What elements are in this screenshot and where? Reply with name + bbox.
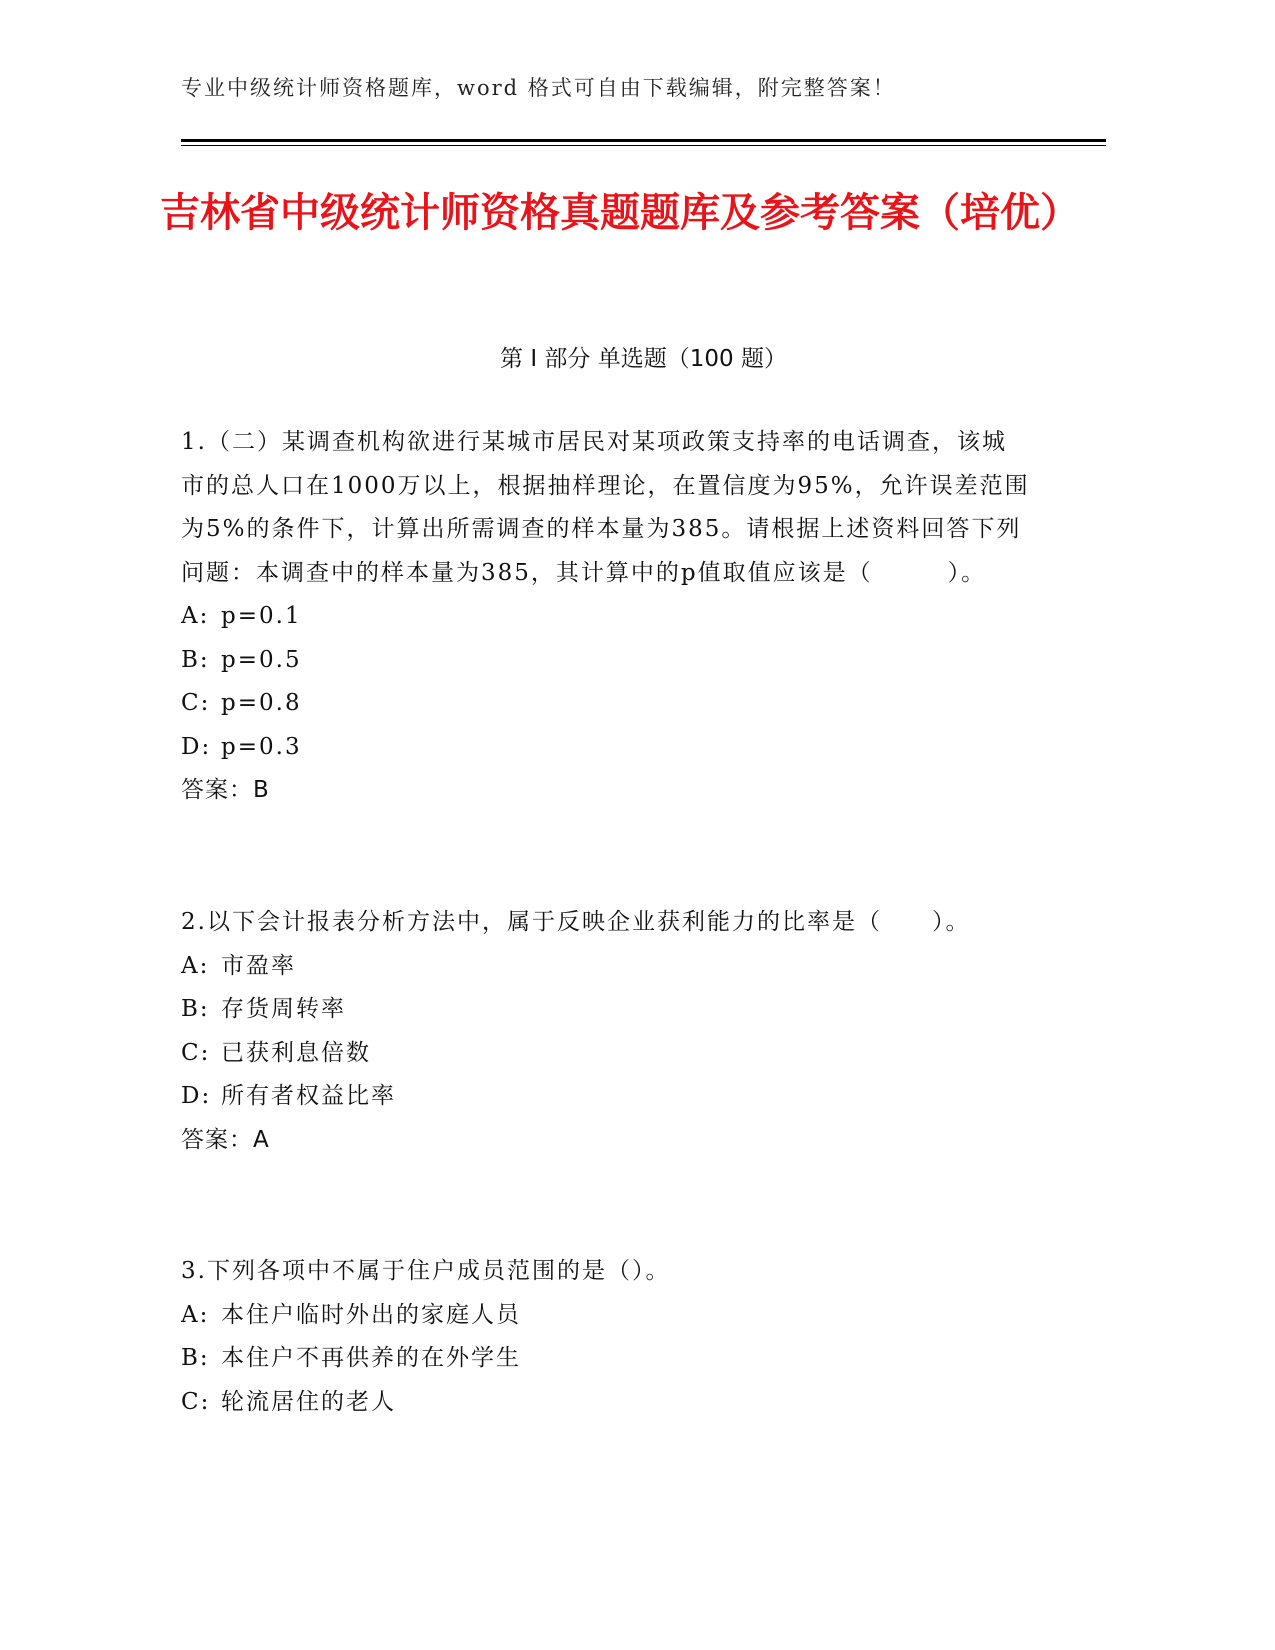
question-2	[181, 901, 1031, 1162]
option-c	[181, 1032, 1031, 1076]
option-text: 市盈率	[221, 952, 296, 979]
option-letter: C:	[181, 690, 211, 716]
header-note: 专业中级统计师资格题库，word 格式可自由下载编辑，附完整答案！	[181, 76, 896, 100]
question-text: 1.（二）某调查机构欲进行某城市居民对某项政策支持率的电话调查，该城市的总人口在1000万以上，根据抽样理论，在置信度为95%，允许误差范围为5%的条件下，计算出所需调查的样本量为385。请根据上述资料回答下列问题：本调查中的样本量为385，其计算中的p值取值应该是（ ）。	[181, 429, 1030, 586]
option-letter: B:	[181, 1345, 210, 1371]
option-letter: A:	[181, 603, 210, 629]
option-letter: C:	[181, 1388, 211, 1415]
option-letter: D:	[181, 1083, 212, 1109]
header-rule-thin	[181, 145, 1106, 146]
option-c	[181, 682, 1031, 726]
option-letter: A:	[181, 1301, 210, 1328]
question-3	[181, 1250, 1031, 1424]
option-letter: C:	[181, 1039, 211, 1066]
option-b	[181, 639, 1031, 683]
answer: 答案：A	[181, 1126, 270, 1153]
document-title: 吉林省中级统计师资格真题题库及参考答案（培优）	[160, 190, 1080, 236]
option-a	[181, 595, 1031, 639]
option-text: p=0.5	[221, 646, 302, 673]
option-text: 存货周转率	[221, 996, 346, 1022]
answer: 答案：B	[181, 777, 270, 803]
option-text: 本住户临时外出的家庭人员	[221, 1301, 521, 1328]
header-rule-thick	[181, 139, 1106, 142]
option-letter: D:	[181, 733, 212, 760]
option-letter: A:	[181, 952, 210, 979]
option-a	[181, 1294, 1031, 1338]
option-text: p=0.8	[221, 690, 302, 716]
option-b	[181, 1337, 1031, 1381]
option-letter: B:	[181, 646, 210, 673]
option-text: p=0.3	[221, 733, 302, 760]
section-title: 第 I 部分 单选题（100 题）	[500, 346, 787, 372]
option-text: 本住户不再供养的在外学生	[221, 1345, 521, 1371]
option-text: p=0.1	[221, 603, 302, 629]
option-text: 所有者权益比率	[221, 1083, 396, 1109]
option-text: 已获利息倍数	[221, 1039, 371, 1066]
option-letter: B:	[181, 996, 210, 1022]
option-a	[181, 945, 1031, 989]
option-c	[181, 1381, 1031, 1425]
question-1	[181, 421, 1031, 813]
option-text: 轮流居住的老人	[221, 1388, 396, 1415]
option-d	[181, 726, 1031, 770]
question-text: 2.以下会计报表分析方法中，属于反映企业获利能力的比率是（ ）。	[181, 909, 971, 935]
option-b	[181, 988, 1031, 1032]
question-text: 3.下列各项中不属于住户成员范围的是（）。	[181, 1258, 671, 1284]
option-d	[181, 1075, 1031, 1119]
